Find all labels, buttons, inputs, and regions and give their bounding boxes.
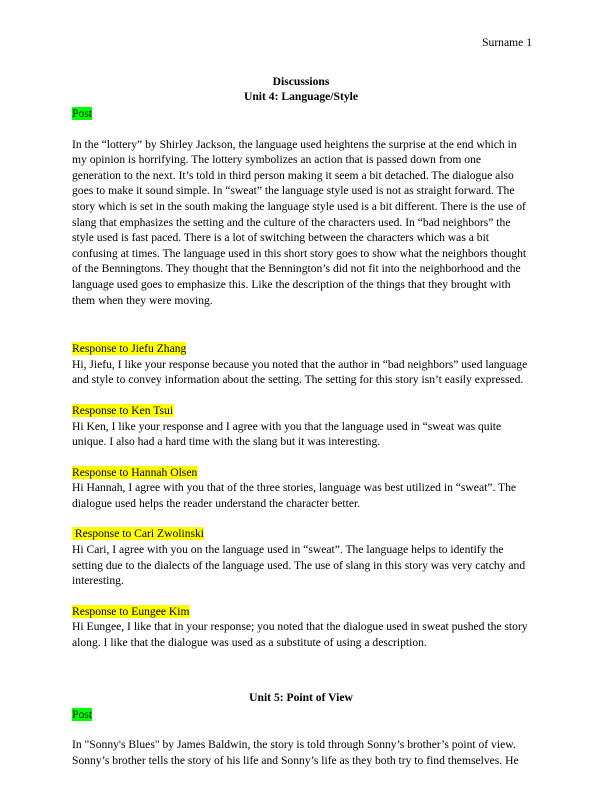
response-block-3 bbox=[72, 465, 530, 512]
document-body bbox=[72, 74, 530, 768]
unit5-heading: Unit 5: Point of View bbox=[249, 690, 353, 704]
response-block-5 bbox=[72, 604, 530, 651]
unit4-post-label-line bbox=[72, 106, 530, 122]
response-text: Hi Cari, I agree with you on the language used in “sweat”. The language helps to identify the setting due to the dialects of the language used. The use of slang in this story was very catchy and interesting. bbox=[72, 543, 526, 588]
unit4-post-label: Post bbox=[72, 107, 92, 120]
response-text: Hi, Jiefu, I like your response because you noted that the author in “bad neighbors” used language and style to convey information about the setting. The setting for this story isn’t easily expressed. bbox=[72, 357, 528, 387]
unit4-post-text: In the “lottery” by Shirley Jackson, the language used heightens the surprise at the end which in my opinion is horrifying. The lottery symbolizes an action that is passed down from one generation to the next. It’s told in third person making it seem a bit detached. The dialogue also goes to make it sound simple. In “sweat” the language style used is not as straight forward. The story which is set in the south making the language style used is a bit different. There is the use of slang that emphasizes the setting and the culture of the characters used. In “bad neighbors” the style used is fast paced. There is a lot of switching between the characters which was a bit confusing at times. The language used in this short story goes to show what the neighbors thought of the Benningtons. They thought that the Bennington’s did not fit into the neighborhood and the language used goes to emphasize this. Like the description of the things that they brought with them when they were moving. bbox=[72, 137, 527, 307]
response-label: Response to Ken Tsui bbox=[72, 403, 174, 417]
response-text: Hi Hannah, I agree with you that of the three stories, language was best utilized in “sweat”. The dialogue used helps the reader understand the character better. bbox=[72, 481, 517, 510]
response-text: Hi Ken, I like your response and I agree with you that the language used in “sweat was quite unique. I also had a hard time with the slang but it was interesting. bbox=[72, 419, 502, 449]
response-block-1 bbox=[72, 341, 530, 388]
page-header-surname: Surname 1 bbox=[482, 36, 532, 49]
response-label: Response to Cari Zwolinski bbox=[72, 527, 205, 541]
unit5-post-label: Post bbox=[72, 707, 92, 721]
response-block-4 bbox=[72, 526, 530, 588]
response-label: Response to Eungee Kim bbox=[72, 604, 190, 618]
unit5-post-text: In "Sonny's Blues" by James Baldwin, the story is told through Sonny’s brother’s point of view. Sonny’s brother tells the story of his life and Sonny’s life as they both try to find themselves. He bbox=[72, 738, 519, 767]
response-label: Response to Jiefu Zhang bbox=[72, 342, 187, 356]
response-text: Hi Eungee, I like that in your response; you noted that the dialogue used in sweat pushed the story along. I like that the dialogue was used as a substitute of using a description. bbox=[72, 620, 528, 650]
unit4-heading: Unit 4: Language/Style bbox=[243, 90, 358, 103]
response-label: Response to Hannah Olsen bbox=[72, 465, 198, 479]
response-block-2 bbox=[72, 403, 530, 450]
unit5-post-label-line bbox=[72, 707, 530, 723]
document-title: Discussions bbox=[272, 75, 330, 88]
